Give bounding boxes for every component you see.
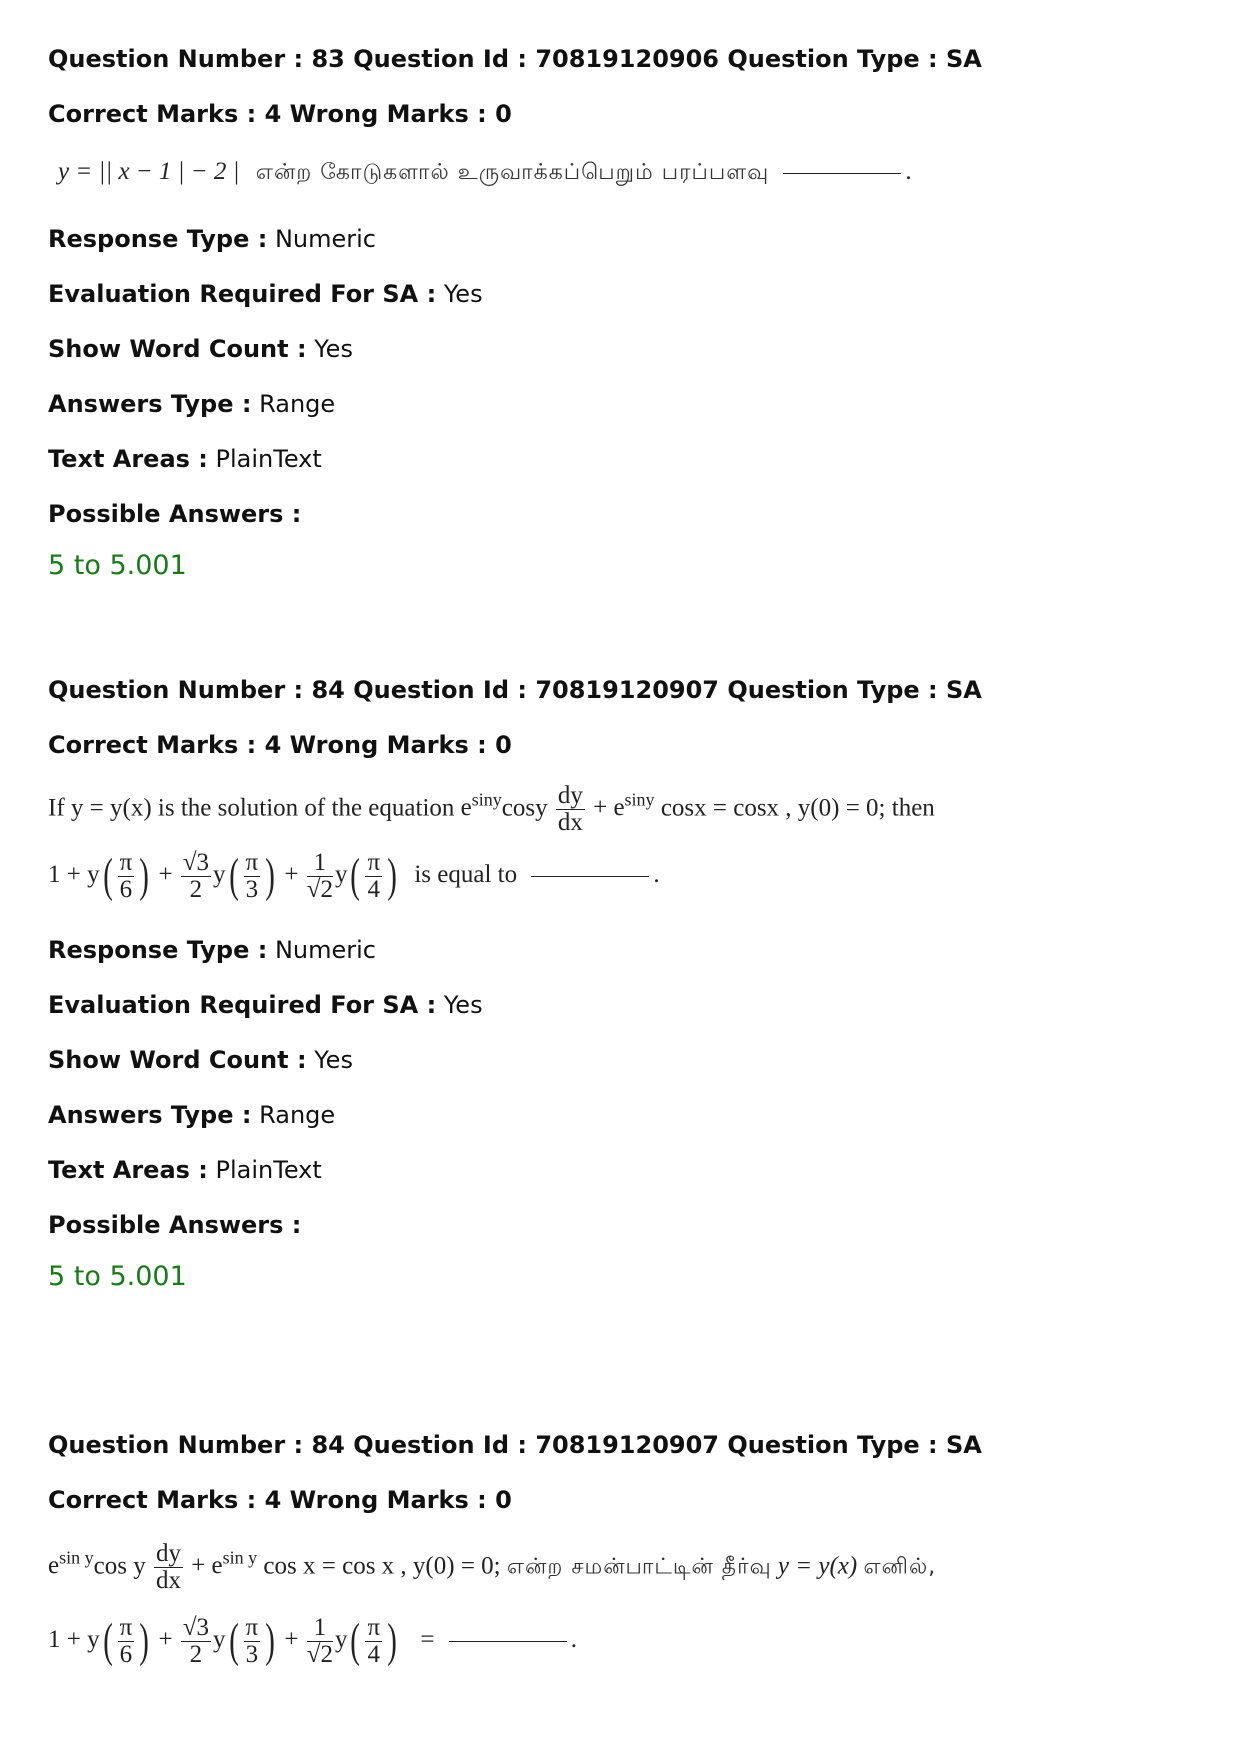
question-text-line-1 — [48, 770, 1148, 840]
question-text-line-2: 1 + y( $\frac{\pi}{6}$ ) + $\frac{√3}{2}$ y( $\frac{\pi}{3}$ ) + $\frac{1}{√2}$ y( $\frac{\pi}{4}$ ) is equal to . — [48, 848, 660, 903]
response-type: Response Type : Numeric — [48, 936, 376, 964]
question-header: Question Number : 84 Question Id : 70819120907 Question Type : SA — [48, 676, 982, 704]
evaluation-required: Evaluation Required For SA : Yes — [48, 991, 483, 1019]
exp-term-1: $e^{siny}$ — [460, 790, 502, 822]
question-text: y = || x − 1 | − 2 | என்ற கோடுகளால் உருவாக்கப்பெறும் பரப்பளவு . — [58, 158, 912, 185]
question-text-line-1 — [48, 1525, 1148, 1605]
possible-answer: 5 to 5.001 — [48, 1261, 187, 1292]
show-word-count: Show Word Count : Yes — [48, 335, 353, 363]
tamil-text: என்ற கோடுகளால் உருவாக்கப்பெறும் பரப்பளவு — [255, 160, 770, 185]
derivative-fraction: $\frac{dy}{dx}$ — [557, 782, 583, 837]
answer-blank — [531, 875, 649, 877]
text-areas: Text Areas : PlainText — [48, 445, 322, 473]
text-areas: Text Areas : PlainText — [48, 1156, 322, 1184]
possible-answers-label: Possible Answers : — [48, 500, 302, 528]
question-prefix: If y = y(x) is the solution of the equation — [48, 794, 455, 822]
equation-rest: cosx = cosx , y(0) = 0; then — [660, 794, 935, 822]
show-word-count: Show Word Count : Yes — [48, 1046, 353, 1074]
tamil-text: என்ற சமன்பாட்டின் தீர்வு — [506, 1554, 772, 1580]
equals-sign: = — [420, 1626, 435, 1653]
possible-answer: 5 to 5.001 — [48, 550, 187, 581]
tamil-text-2: எனில், — [863, 1554, 937, 1580]
question-84-english — [48, 675, 1148, 1294]
question-marks: Correct Marks : 4 Wrong Marks : 0 — [48, 731, 512, 759]
possible-answers-label: Possible Answers : — [48, 1211, 302, 1239]
exp-term-1: $e^{sin y}$ — [48, 1548, 94, 1580]
equal-to-text: is equal to — [414, 861, 518, 888]
answers-type: Answers Type : Range — [48, 390, 336, 418]
answer-blank — [783, 172, 901, 174]
derivative-fraction: $\frac{dy}{dx}$ — [155, 1540, 181, 1595]
question-marks: Correct Marks : 4 Wrong Marks : 0 — [48, 1486, 512, 1514]
evaluation-required: Evaluation Required For SA : Yes — [48, 280, 483, 308]
question-83 — [48, 44, 1148, 583]
cos-term: cos y — [93, 1552, 146, 1580]
exp-term-2: + $e^{sin y}$ — [191, 1548, 258, 1580]
answer-blank — [449, 1640, 567, 1642]
question-header: Question Number : 83 Question Id : 70819120906 Question Type : SA — [48, 45, 982, 73]
cos-term: cosy — [501, 794, 548, 822]
equation-rest: cos x = cos x , y(0) = 0; — [263, 1552, 501, 1580]
question-marks: Correct Marks : 4 Wrong Marks : 0 — [48, 100, 512, 128]
question-header: Question Number : 84 Question Id : 70819120907 Question Type : SA — [48, 1431, 982, 1459]
answers-type: Answers Type : Range — [48, 1101, 336, 1129]
question-84-tamil — [48, 1430, 1148, 1695]
question-text-line-2: 1 + y( $\frac{\pi}{6}$ ) + $\frac{√3}{2}$ y( $\frac{\pi}{3}$ ) + $\frac{1}{√2}$ y( $\frac{\pi}{4}$ ) = . — [48, 1613, 577, 1668]
y-equals-yx: y = y(x) — [777, 1552, 858, 1580]
math-expression: y = || x − 1 | − 2 | — [58, 158, 240, 185]
exp-term-2: + $e^{siny}$ — [593, 790, 655, 822]
response-type: Response Type : Numeric — [48, 225, 376, 253]
